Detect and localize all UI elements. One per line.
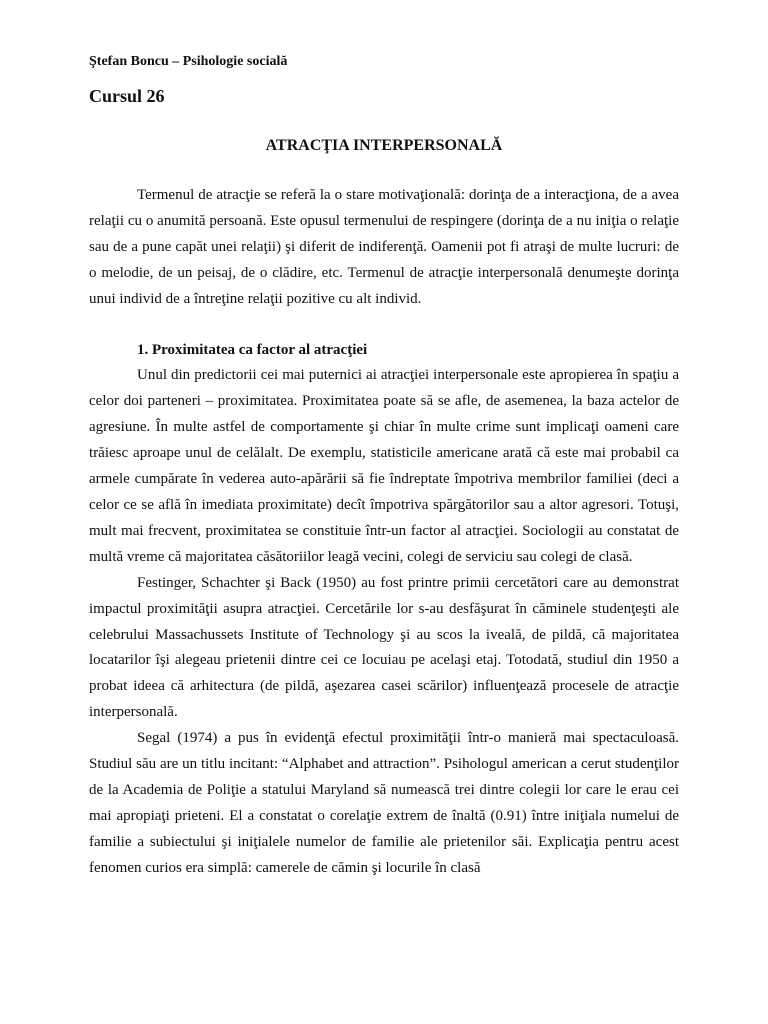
course-number: Cursul 26	[89, 86, 165, 106]
intro-paragraph: Termenul de atracţie se referă la o stare motivaţională: dorinţa de a interacţiona, de a avea relaţii cu o anumită persoană. Este opusul termenului de respingere (dorinţa de a nu iniţia o relaţie sau de a pune capăt unei relaţii) şi diferit de indiferenţă. Oamenii pot fi atraşi de multe lucruri: de o melodie, de un peisaj, de o clădire, etc. Termenul de atracţie interpersonală denumeşte dorinţa unui individ de a întreţine relaţii pozitive cu alt individ.	[89, 187, 679, 307]
document-body	[89, 183, 679, 882]
paragraph-proximity: Unul din predictorii cei mai puternici ai atracţiei interpersonale este apropierea în spaţiu a celor doi parteneri – proximitatea. Proximitatea poate să se afle, de asemenea, la baza actelor de agresiune. În multe astfel de comportamente şi chiar în multe crime sunt implicaţi oameni care trăiesc aproape unul de celălalt. De exemplu, statisticile americane arată că este mai probabil ca armele cumpărate în vederea auto-apărării să fie îndreptate împotriva membrilor familiei (deci a celor ce se află în imediata proximitate) decît împotriva spărgătorilor sau a altor agresori. Totuşi, mult mai frecvent, proximitatea se constituie într-un factor al atracţiei. Sociologii au constatat de multă vreme că majoritatea căsătoriilor leagă vecini, colegi de serviciu sau colegi de clasă.	[89, 367, 679, 565]
running-header: Ştefan Boncu – Psihologie socială	[89, 54, 288, 69]
page-title: ATRACŢIA INTERPERSONALĂ	[265, 137, 503, 154]
paragraph-festinger: Festinger, Schachter şi Back (1950) au fost printre primii cercetători care au demonstrat impactul proximităţii asupra atracţiei. Cercetările lor s-au desfăşurat în căminele studenţeşti ale celebrului Massachussets Institute of Technology şi au scos la iveală, de pildă, că majoritatea locatarilor îşi alegeau prietenii dintre cei ce locuiau pe acelaşi etaj. Totodată, studiul din 1950 a probat ideea că arhitectura (de pildă, aşezarea casei scărilor) influenţează procesele de atracţie interpersonală.	[89, 574, 679, 721]
section-heading: 1. Proximitatea ca factor al atracţiei	[137, 341, 368, 358]
paragraph-segal: Segal (1974) a pus în evidenţă efectul proximităţii într-o manieră mai spectaculoasă. Studiul său are un titlu incitant: “Alphabet and attraction”. Psihologul american a cerut studenţilor de la Academia de Poliţie a statului Maryland să numească trei dintre colegii lor care le erau cei mai apropiaţi prieteni. El a constatat o corelaţie extrem de înaltă (0.91) între iniţiala numelui de familie a subiectului şi iniţialele numelor de familie ale prietenilor săi. Explicaţia pentru acest fenomen curios era simplă: camerele de cămin şi locurile în clasă	[89, 730, 679, 876]
